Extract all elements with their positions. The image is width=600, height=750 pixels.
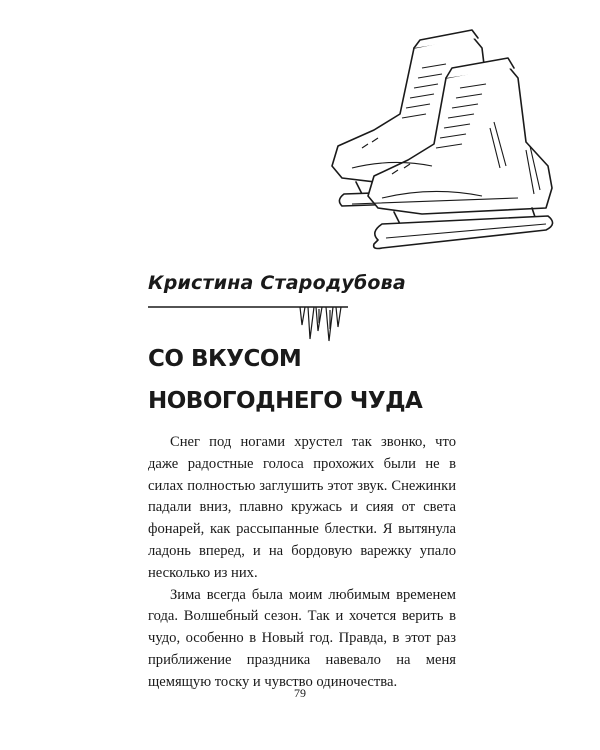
paragraph: Снег под ногами хрустел так звонко, что даже радостные голоса прохожих были не в силах полностью заглушить этот звук. Снежинки падали вниз, плавно кружась и сияя от света фонарей, как рассыпанные блестки. Я вытянула ладонь вперед, и на бордовую варежку упало несколько из них. [148, 434, 456, 581]
page-number: 79 [294, 686, 306, 700]
paragraph: Зима всегда была моим любимым временем года. Волшебный сезон. Так и хочется верить в чудо, особенно в Новый год. Правда, в этот раз приближение праздника навевало на меня щемящую тоску и чувство одиночества. [148, 586, 456, 690]
story-title-line-1: СО ВКУСОМ [148, 346, 302, 372]
story-body [148, 432, 456, 694]
icicles-icon [148, 305, 348, 345]
story-title-line-2: НОВОГОДНЕГО ЧУДА [148, 388, 423, 414]
author-name: Кристина Стародубова [148, 272, 406, 294]
figure-skates-icon [322, 18, 554, 263]
